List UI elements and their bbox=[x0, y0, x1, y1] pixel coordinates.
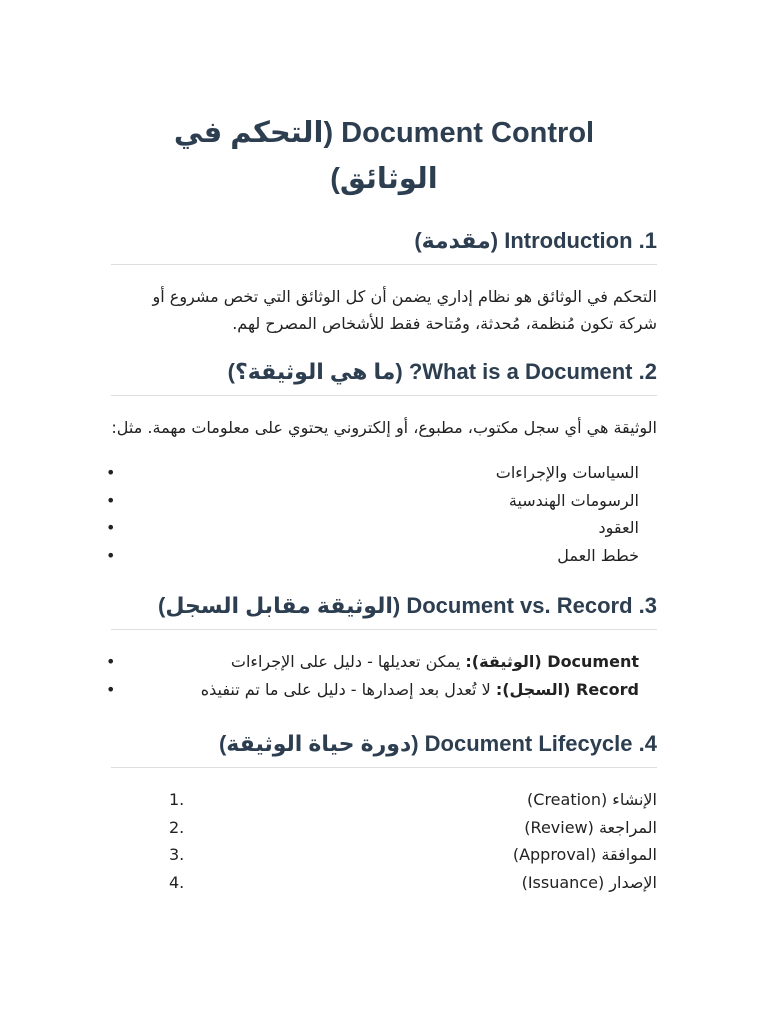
list-item bbox=[106, 514, 639, 542]
step-number: 4. bbox=[169, 872, 185, 892]
section-heading-document-lifecycle: 4. Document Lifecycle (دورة حياة الوثيقة) bbox=[111, 729, 657, 768]
what-is-document-paragraph: الوثيقة هي أي سجل مكتوب، مطبوع، أو إلكتروني يحتوي على معلومات مهمة. مثل: bbox=[111, 418, 657, 437]
list-item bbox=[111, 869, 657, 897]
list-item bbox=[111, 786, 657, 814]
step-label: الإصدار (Issuance) bbox=[521, 872, 657, 892]
introduction-paragraph: التحكم في الوثائق هو نظام إداري يضمن أن كل الوثائق التي تخص مشروع أو شركة تكون مُنظمة، مُحدثة، ومُتاحة فقط للأشخاص المصرح لهم. bbox=[152, 287, 657, 333]
list-item bbox=[106, 459, 639, 487]
step-number: 2. bbox=[169, 817, 185, 837]
list-item-text: خطط العمل bbox=[557, 545, 639, 565]
list-item bbox=[106, 542, 639, 570]
section-what-is-document bbox=[106, 357, 657, 569]
step-number: 1. bbox=[169, 790, 185, 809]
list-item bbox=[111, 841, 657, 869]
bullet-icon: • bbox=[106, 463, 116, 482]
document-page bbox=[106, 0, 657, 896]
term-description: يمكن تعديلها - دليل على الإجراءات bbox=[230, 652, 461, 671]
list-item bbox=[106, 648, 639, 676]
bullet-icon: • bbox=[106, 652, 116, 671]
list-item-text: العقود bbox=[598, 518, 639, 537]
section-heading-what-is-document: 2. What is a Document? (ما هي الوثيقة؟) bbox=[111, 357, 657, 396]
bullet-icon: • bbox=[106, 679, 116, 699]
section-introduction bbox=[111, 226, 657, 337]
step-label: الإنشاء (Creation) bbox=[527, 790, 657, 809]
list-item bbox=[106, 487, 639, 515]
section-heading-introduction: 1. Introduction (مقدمة) bbox=[111, 226, 657, 265]
section-heading-document-vs-record: 3. Document vs. Record (الوثيقة مقابل السجل) bbox=[111, 591, 657, 630]
section-document-vs-record bbox=[106, 591, 657, 703]
bullet-icon: • bbox=[106, 490, 116, 510]
list-item-text: الرسومات الهندسية bbox=[508, 490, 639, 510]
bullet-icon: • bbox=[106, 545, 116, 565]
term-document: Document (الوثيقة): bbox=[465, 652, 639, 671]
bullet-icon: • bbox=[106, 518, 116, 537]
step-label: المراجعة (Review) bbox=[524, 817, 657, 837]
step-number: 3. bbox=[169, 845, 185, 864]
term-record: Record (السجل): bbox=[495, 679, 639, 699]
lifecycle-steps-list bbox=[111, 786, 657, 896]
document-vs-record-list bbox=[106, 648, 657, 703]
term-description: لا تُعدل بعد إصدارها - دليل على ما تم تنفيذه bbox=[200, 679, 491, 699]
section-document-lifecycle bbox=[111, 729, 657, 896]
list-item-text: السياسات والإجراءات bbox=[495, 463, 639, 482]
page-title: Document Control (التحكم في الوثائق) bbox=[173, 117, 595, 195]
step-label: الموافقة (Approval) bbox=[512, 845, 657, 864]
list-item bbox=[111, 814, 657, 842]
list-item bbox=[106, 676, 639, 704]
document-examples-list bbox=[106, 459, 657, 569]
